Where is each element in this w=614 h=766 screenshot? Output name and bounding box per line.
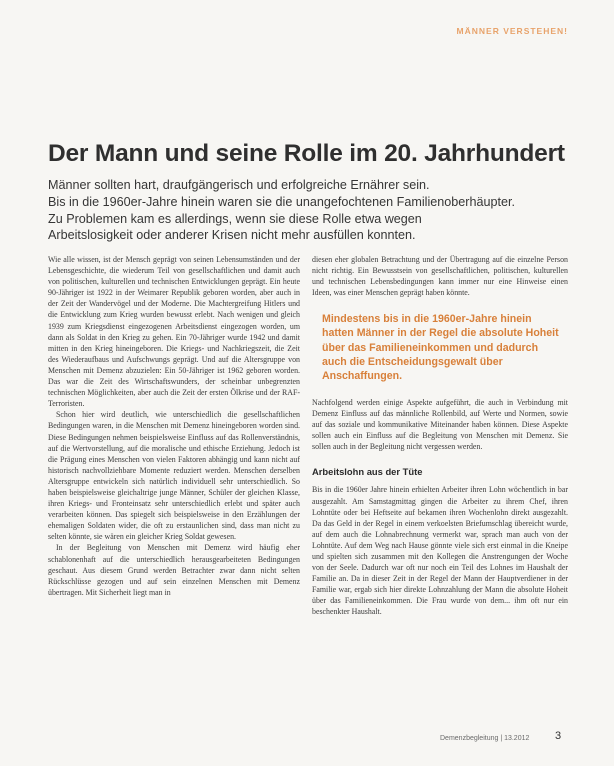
body-paragraph: Schon hier wird deutlich, wie unterschiedlich die gesellschaftlichen Bedingungen waren, in die Menschen mit Demenz hineingeboren worden sind. Diese Bedingungen nehmen beispielsweise Einfluss auf das Rollenverständnis, auf die Wertvorstellung, auf die moralische und ethische Erziehung. Jedoch ist die Prägung eines Menschen von vielen Faktoren abhängig und kann nicht auf historisch nachvollziehbare Momente reduziert werden. Menschen derselben Altersgruppe entwickeln sich natürlich individuell sehr unterschiedlich. So haben beispielsweise gleichaltrige junge Männer, Schüler der gleichen Klasse, ihren Kriegs- und Fronteinsatz sehr unterschiedlich erlebt und später auch verarbeiten können. Das spiegelt sich beispielsweise in den Erzählungen der ehemaligen Soldaten wider, die oft zu erstaunlichen sind, dass man nicht zu selten könnte, sie wären ein gleicher Krieg Soldat gewesen.	[48, 410, 300, 542]
body-paragraph: Wie alle wissen, ist der Mensch geprägt von seinen Lebensumständen und der Lebensgeschichte, die wiederum Teil von gesellschaftlichen und damit auch von politischen, kulturellen und technischen Entwicklungen geprägt. Ein heute 90-Jähriger ist 1922 in der Weimarer Republik geboren worden, aber auch in der Zeit der Wandervögel und der Moderne. Die Machtergreifung Hitlers und die Entwicklung zum Krieg wurden bewusst erlebt. Nach wenigen und gleich 1939 zum Kriegsdienst eingezogenen Arbeitsdienst eingezogen worden, um dann als Soldat in den Krieg zu gehen. Ein 70-Jähriger wurde 1942 und damit mitten in den Krieg hineingeboren. Die Kriegs- und Nachkriegszeit, die Zeit des Wiederaufbaus und Aufschwungs geprägt. Und auf die Altersgruppe von Menschen mit Demenz abzuzielen: Ein 50-Jähriger ist 1962 geboren worden. Das war die Zeit des Wirtschaftswunders, der scheinbar unbegrenzten technischen Möglichkeiten, aber auch die Zeit der ersten Ölkrise und der RAF-Terroristen.	[48, 255, 300, 409]
left-column	[48, 254, 300, 744]
right-column	[312, 254, 568, 742]
lead-line: Arbeitslosigkeit oder anderer Krisen nicht mehr ausfüllen konnten.	[48, 228, 416, 243]
lead-line: Bis in die 1960er-Jahre hinein waren sie die unangefochtenen Familienoberhäupter.	[48, 194, 515, 209]
pull-quote: Mindestens bis in die 1960er-Jahre hinein hatten Männer in der Regel die absolute Hoheit über das Familieneinkommen und dadurch auch die Entscheidungsgewalt über Anschaffungen.	[322, 313, 559, 382]
lead-line: Männer sollten hart, draufgängerisch und erfolgreiche Ernährer sein.	[48, 178, 430, 192]
article-headline: Der Mann und seine Rolle im 20. Jahrhundert	[48, 140, 565, 167]
subheading: Arbeitslohn aus der Tüte	[312, 466, 423, 478]
body-paragraph: Bis in die 1960er Jahre hinein erhielten Arbeiter ihren Lohn wöchentlich in bar ausgezahlt. Am Samstagmittag gingen die Arbeiter zu ihrem Chef, ihren Lohntüte oder bei Heftseite auf bekamen ihren Wochenlohn direkt ausgezahlt. Da das Geld in der Regel in einem verkoelsten Briefumschlag übereicht wurde, auf dem auch die Lohnabrechnung vermerkt war, sprach man auch von der Lohntüte. Auf dem Weg nach Hause gönnte viele sich erst einmal in die Kneipe und spielten sich zusammen mit den Kollegen die Anstrengungen der Woche von der Seele. Dadurch war oft nur noch ein Teil des Lohnes im Haushalt der Familie an. Da in dieser Zeit in der Regel der Mann der Hauptverdiener in der Familie war, ergab sich hier direkte Lohnzahlung der Mann die absolute Hoheit über das Familieneinkommen. Die Frau wurde von dem... ihm oft nur ein beschenkter Haushalt.	[312, 485, 568, 617]
body-paragraph: Nachfolgend werden einige Aspekte aufgeführt, die auch in Verbindung mit Demenz Einfluss auf das männliche Rollenbild, auf Werte und Normen, sowie auf das soziale und kommunikative Miteinander haben können. Diese Aspekte sollen auch ein Einfluss auf die Begleitung von Menschen mit Demenz. Sie sollen auch in der Begleitung nicht vergessen werden.	[312, 397, 568, 452]
section-label: MÄNNER VERSTEHEN!	[456, 26, 568, 36]
footer-text: Demenzbegleitung | 13.2012	[440, 735, 530, 742]
article-lead	[48, 177, 568, 244]
lead-line: Zu Problemen kam es allerdings, wenn sie diese Rolle etwa wegen	[48, 211, 422, 226]
page-number: 3	[555, 730, 562, 742]
body-paragraph: In der Begleitung von Menschen mit Demenz wird häufig eher schablonenhaft auf die unterschiedlich herausgearbeiteten Bedingungen geschaut. Aus diesem Grund werden Betrachter zwar dann nicht selten Rückschlüsse gezogen und auf sein einzelnen Menschen mit Demenz übertragen. Mit Sicherheit liegt man in	[48, 543, 300, 597]
body-paragraph: diesen eher globalen Betrachtung und der Übertragung auf die einzelne Person nicht richtig. Ein Bewusstsein von gesellschaftlichen, politischen, kulturellen und technischen Lebensbedingungen kann immer nur eine Hinweise einen Ideen, was einer Menschen geprägt haben könnte.	[312, 255, 568, 298]
